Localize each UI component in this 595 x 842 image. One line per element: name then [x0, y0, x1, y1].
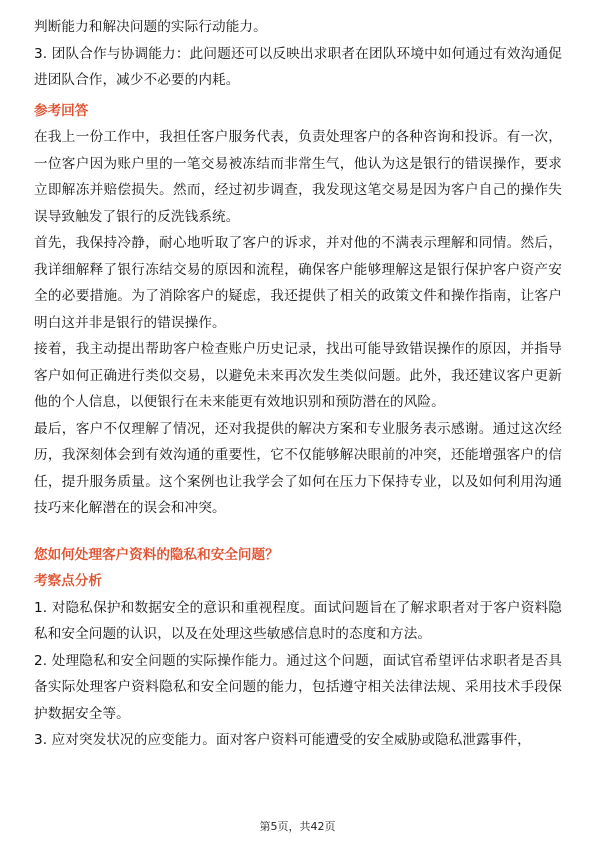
- reference-answer-heading: 参考回答: [34, 102, 89, 119]
- answer-paragraph-4: 最后，客户不仅理解了情况，还对我提供的解决方案和专业服务表示感谢。通过这次经历，我深刻体会到有效沟通的重要性，它不仅能够解决眼前的冲突，还能增强客户的信任，提升服务质量。这个案例也让我学会了如何在压力下保持专业，以及如何利用沟通技巧来化解潜在的误会和冲突。: [34, 420, 562, 516]
- analysis-heading: 考察点分析: [34, 573, 102, 589]
- question-title: 您如何处理客户资料的隐私和安全问题？: [34, 546, 279, 563]
- analysis-item-2: 2. 处理隐私和安全问题的实际操作能力。通过这个问题，面试官希望评估求职者是否具备实际处理客户资料隐私和安全问题的能力，包括遵守相关法律法规、采用技术手段保护数据安全等。: [34, 652, 562, 722]
- previous-item-continuation: 判断能力和解决问题的实际行动能力。: [34, 19, 267, 35]
- analysis-item-1: 1. 对隐私保护和数据安全的意识和重视程度。面试问题旨在了解求职者对于客户资料隐私和安全问题的认识，以及在处理这些敏感信息时的态度和方法。: [34, 599, 562, 642]
- answer-paragraph-2: 首先，我保持冷静，耐心地听取了客户的诉求，并对他的不满表示理解和同情。然后，我详细解释了银行冻结交易的原因和流程，确保客户能够理解这是银行保护客户资产安全的必要措施。为了消除客户的疑虑，我还提供了相关的政策文件和操作指南，让客户明白这并非是银行的错误操作。: [34, 235, 562, 331]
- answer-paragraph-1: 在我上一份工作中，我担任客户服务代表，负责处理客户的各种咨询和投诉。有一次，一位客户因为账户里的一笔交易被冻结而非常生气，他认为这是银行的错误操作，要求立即解冻并赔偿损失。然而，经过初步调查，我发现这笔交易是因为客户自己的操作失误导致触发了银行的反洗钱系统。: [34, 129, 562, 225]
- page-number: 第5页，共42页: [259, 820, 336, 833]
- analysis-item-3: 3. 团队合作与协调能力：此问题还可以反映出求职者在团队环境中如何通过有效沟通促进团队合作，减少不必要的内耗。: [34, 45, 562, 88]
- spacer: [34, 522, 562, 542]
- answer-paragraph-3: 接着，我主动提出帮助客户检查账户历史记录，找出可能导致错误操作的原因，并指导客户如何正确进行类似交易，以避免未来再次发生类似问题。此外，我还建议客户更新他的个人信息，以便银行在未来能更有效地识别和预防潜在的风险。: [34, 341, 562, 410]
- document-page: [34, 14, 562, 754]
- analysis-item-3-partial: 3. 应对突发状况的应变能力。面对客户资料可能遭受的安全威胁或隐私泄露事件，: [34, 732, 531, 748]
